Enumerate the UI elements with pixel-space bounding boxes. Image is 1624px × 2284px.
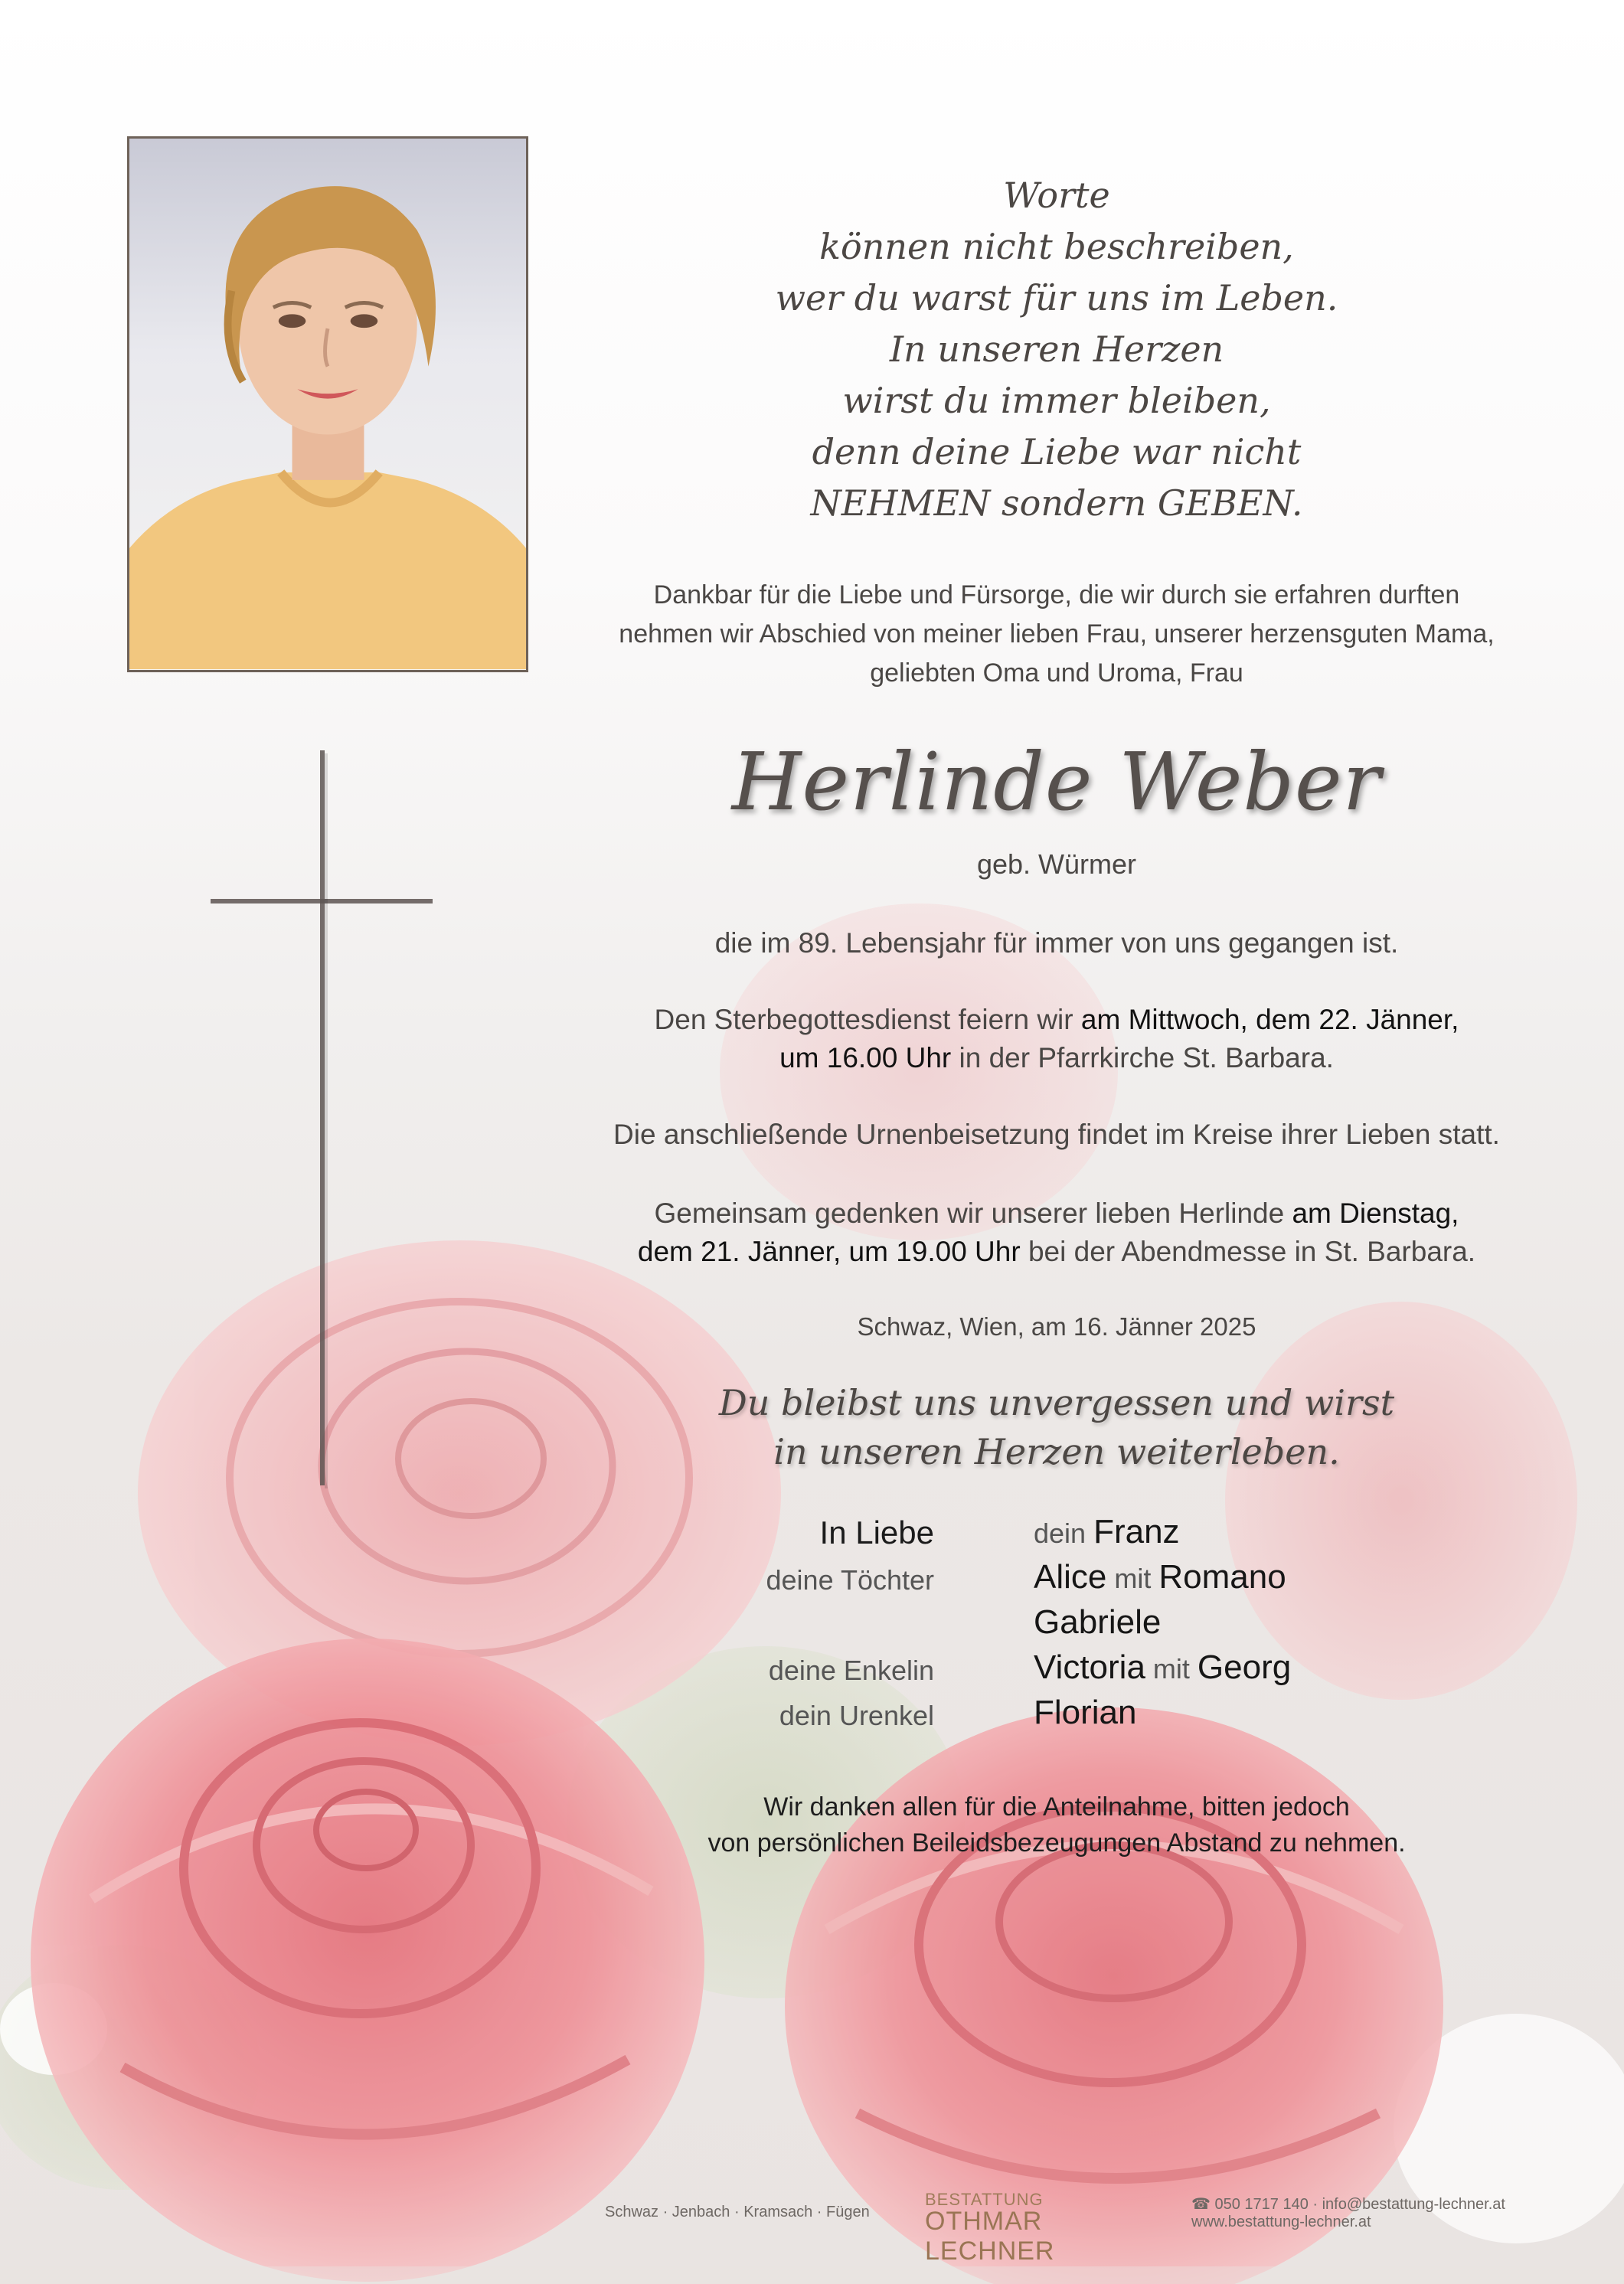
funeral-home-logo xyxy=(925,2190,1178,2266)
mourner-relation: In Liebe xyxy=(819,1514,934,1550)
memorial-location: bei der Abendmesse in St. Barbara. xyxy=(1020,1236,1476,1267)
mourner-name: Victoria xyxy=(1034,1648,1145,1686)
thanks-line: von persönlichen Beileidsbezeugungen Abstand zu nehmen. xyxy=(707,1828,1406,1858)
mourner-relation: deine Töchter xyxy=(766,1564,934,1596)
mourner-row xyxy=(674,1645,1363,1691)
place-date: Schwaz, Wien, am 16. Jänner 2025 xyxy=(857,1312,1256,1341)
birth-name: geb. Würmer xyxy=(976,848,1137,880)
age-text xyxy=(567,924,1547,962)
footer-website: www.bestattung-lechner.at xyxy=(1191,2214,1371,2230)
service-line xyxy=(567,1001,1547,1039)
mourner-row xyxy=(674,1510,1363,1555)
mourner-name: Gabriele xyxy=(1034,1603,1162,1641)
poem-line: wer du warst für uns im Leben. xyxy=(775,277,1338,319)
mourner-partner: Georg xyxy=(1197,1648,1292,1686)
age-line: die im 89. Lebensjahr für immer von uns gegangen ist. xyxy=(714,927,1399,959)
footer-phone-email: ☎ 050 1717 140 · info@bestattung-lechner.at xyxy=(1191,2196,1505,2213)
motto-line: in unseren Herzen weiterleben. xyxy=(773,1431,1340,1472)
burial-line: Die anschließende Urnenbeisetzung findet im Kreise ihrer Lieben statt. xyxy=(613,1119,1500,1150)
brand-name: OTHMAR LECHNER xyxy=(925,2207,1055,2266)
mourner-row xyxy=(674,1555,1363,1600)
poem-line: können nicht beschreiben, xyxy=(819,226,1294,267)
service-time: um 16.00 Uhr xyxy=(779,1042,952,1073)
memorial-info xyxy=(567,1194,1547,1271)
mourner-name: Florian xyxy=(1034,1694,1137,1731)
mourner-names xyxy=(1034,1558,1286,1596)
mourner-conjunction: mit xyxy=(1145,1653,1198,1684)
footer xyxy=(0,2187,1624,2266)
service-line xyxy=(567,1039,1547,1077)
intro-line: nehmen wir Abschied von meiner lieben Frau, unserer herzensguten Mama, xyxy=(619,619,1495,649)
mourner-names xyxy=(1034,1603,1161,1642)
burial-info xyxy=(567,1116,1547,1154)
deceased-name: Herlinde Weber xyxy=(731,735,1382,828)
poem xyxy=(582,170,1531,529)
memorial-line xyxy=(567,1233,1547,1271)
mourner-row xyxy=(674,1691,1363,1736)
service-info xyxy=(567,1001,1547,1077)
service-location: in der Pfarrkirche St. Barbara. xyxy=(951,1042,1334,1073)
poem-line: NEHMEN sondern GEBEN. xyxy=(810,482,1303,524)
portrait-photo xyxy=(127,136,528,672)
poem-line: Worte xyxy=(1003,175,1110,216)
thanks-line: Wir danken allen für die Anteilnahme, bitten jedoch xyxy=(763,1792,1350,1822)
mourner-conjunction: mit xyxy=(1106,1563,1159,1594)
mourner-names xyxy=(1034,1513,1180,1551)
footer-locations: Schwaz · Jenbach · Kramsach · Fügen xyxy=(605,2204,870,2220)
mourners-list xyxy=(674,1510,1363,1736)
intro-line: geliebten Oma und Uroma, Frau xyxy=(870,658,1243,688)
mourner-names xyxy=(1034,1694,1137,1732)
cross-icon xyxy=(207,750,436,1493)
memorial-date: am Dienstag, xyxy=(1292,1198,1459,1229)
memorial-time: dem 21. Jänner, um 19.00 Uhr xyxy=(637,1236,1021,1267)
mourner-name: Alice xyxy=(1034,1558,1107,1596)
service-date: am Mittwoch, dem 22. Jänner, xyxy=(1080,1004,1459,1035)
mourner-relation: dein Urenkel xyxy=(779,1700,934,1731)
mourner-names xyxy=(1034,1648,1291,1687)
poem-line: denn deine Liebe war nicht xyxy=(812,431,1302,472)
memorial-text: Gemeinsam gedenken wir unserer lieben Herlinde xyxy=(654,1198,1292,1229)
service-text: Den Sterbegottesdienst feiern wir xyxy=(654,1004,1081,1035)
mourner-prefix: dein xyxy=(1034,1518,1094,1549)
intro-line: Dankbar für die Liebe und Fürsorge, die wir durch sie erfahren durften xyxy=(653,580,1460,609)
memorial-line xyxy=(567,1194,1547,1233)
mourner-partner: Romano xyxy=(1158,1558,1286,1596)
mourner-row xyxy=(674,1600,1363,1645)
brand-top: BESTATTUNG xyxy=(925,2190,1044,2209)
poem-line: In unseren Herzen xyxy=(889,328,1224,370)
footer-contact xyxy=(1191,2196,1505,2231)
mourner-relation: deine Enkelin xyxy=(768,1655,934,1686)
poem-line: wirst du immer bleiben, xyxy=(842,380,1271,421)
rose-lower-left xyxy=(31,1639,704,2282)
motto-line: Du bleibst uns unvergessen und wirst xyxy=(718,1382,1395,1423)
thanks-note xyxy=(582,1789,1531,1861)
mourner-name: Franz xyxy=(1093,1513,1180,1550)
motto xyxy=(582,1378,1531,1476)
intro-text xyxy=(551,576,1562,693)
